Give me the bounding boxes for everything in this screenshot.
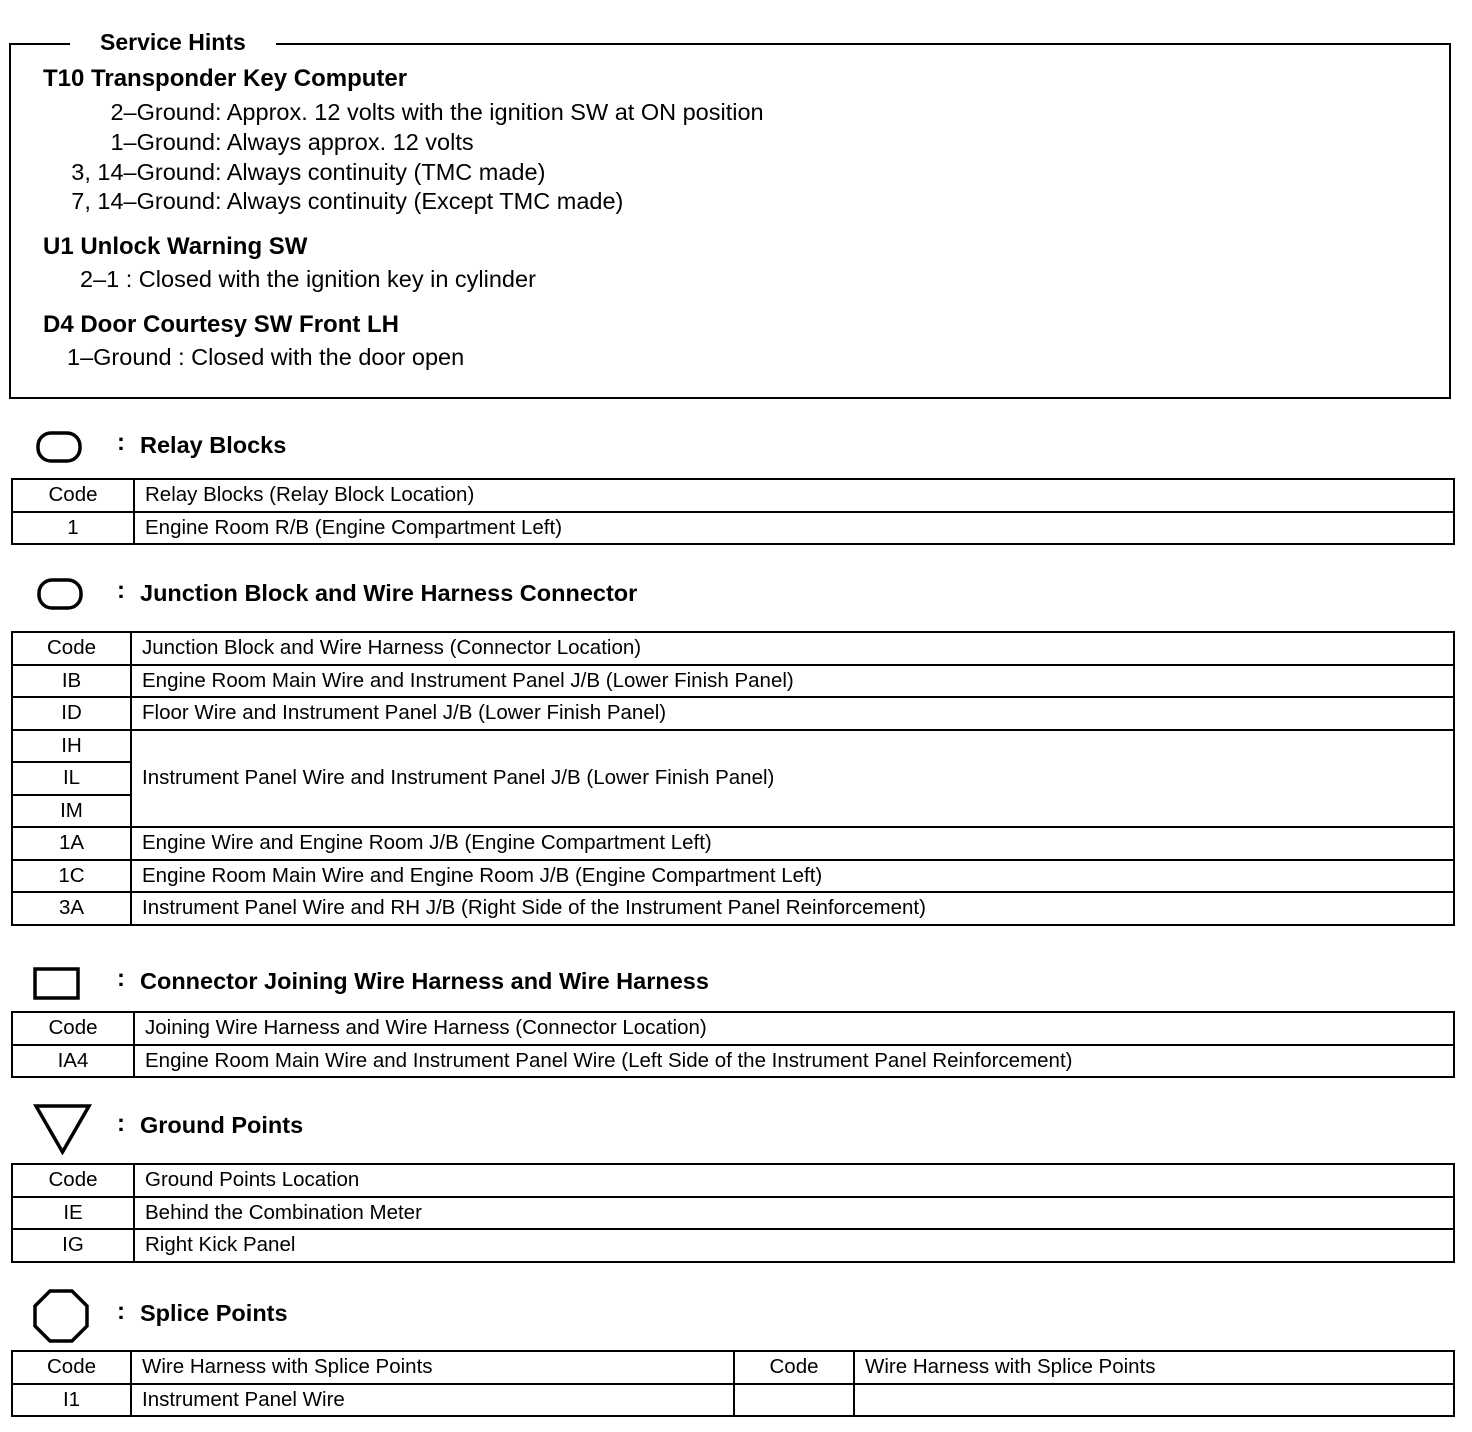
junction-colon: : (117, 577, 125, 604)
t10-pin-4: 7, 14–Ground (71, 188, 215, 214)
table-row (12, 1229, 1454, 1262)
table-row (12, 512, 1454, 545)
code-header-2: Code (734, 1351, 854, 1384)
table-row (12, 1197, 1454, 1230)
desc-cell: Right Kick Panel (134, 1229, 1454, 1262)
table-row (12, 730, 1454, 763)
ground-points-colon: : (117, 1110, 125, 1137)
connector-joining-table (11, 1011, 1455, 1078)
code-cell-2 (734, 1384, 854, 1417)
u1-pin: 2–1 (80, 266, 120, 292)
connector-joining-title: Connector Joining Wire Harness and Wire Harness (140, 968, 709, 994)
relay-blocks-table (11, 478, 1455, 545)
connector-joining-colon: : (117, 965, 125, 992)
u1-heading: U1 Unlock Warning SW (43, 233, 308, 260)
t10-pin-1: 2–Ground (110, 99, 215, 125)
t10-hint-line-1 (40, 98, 764, 126)
desc-header-2: Wire Harness with Splice Points (854, 1351, 1454, 1384)
code-cell: IA4 (12, 1045, 134, 1078)
ground-points-title: Ground Points (140, 1112, 304, 1138)
desc-cell: Instrument Panel Wire and Instrument Panel J/B (Lower Finish Panel) (131, 730, 1454, 828)
table-row (12, 697, 1454, 730)
desc-cell: Instrument Panel Wire (131, 1384, 734, 1417)
d4-pin: 1–Ground (67, 344, 172, 370)
code-cell: IM (12, 795, 131, 828)
desc-header: Relay Blocks (Relay Block Location) (134, 479, 1454, 512)
code-cell: IH (12, 730, 131, 763)
triangle-down-icon (33, 1103, 93, 1155)
d4-hint-line (67, 343, 464, 371)
t10-hint-line-3 (40, 158, 545, 186)
table-header-row (12, 1012, 1454, 1045)
table-row (12, 827, 1454, 860)
t10-hint-line-2 (40, 128, 474, 156)
code-header: Code (12, 1012, 134, 1045)
service-hints-title: Service Hints (70, 28, 276, 56)
t10-text-1: : Approx. 12 volts with the ignition SW at ON position (215, 99, 764, 125)
rounded-rectangle-icon (37, 578, 85, 612)
d4-heading: D4 Door Courtesy SW Front LH (43, 311, 400, 338)
desc-cell: Engine Wire and Engine Room J/B (Engine Compartment Left) (131, 827, 1454, 860)
code-cell: IG (12, 1229, 134, 1262)
splice-points-colon: : (117, 1298, 125, 1325)
ground-points-table (11, 1163, 1455, 1263)
desc-cell: Engine Room Main Wire and Instrument Panel Wire (Left Side of the Instrument Panel Reinforcement) (134, 1045, 1454, 1078)
table-row (12, 1045, 1454, 1078)
t10-hint-line-4 (40, 187, 623, 215)
rectangle-icon (33, 967, 81, 1001)
u1-hint-line (80, 265, 536, 293)
desc-cell: Instrument Panel Wire and RH J/B (Right Side of the Instrument Panel Reinforcement) (131, 892, 1454, 925)
t10-pin-3: 3, 14–Ground (71, 159, 215, 185)
desc-cell: Floor Wire and Instrument Panel J/B (Lower Finish Panel) (131, 697, 1454, 730)
desc-header: Junction Block and Wire Harness (Connector Location) (131, 632, 1454, 665)
table-row (12, 665, 1454, 698)
splice-points-title: Splice Points (140, 1300, 288, 1326)
table-row (12, 1384, 1454, 1417)
code-header: Code (12, 479, 134, 512)
t10-text-3: : Always continuity (TMC made) (215, 159, 546, 185)
t10-pin-2: 1–Ground (110, 129, 215, 155)
code-cell: ID (12, 697, 131, 730)
code-cell: I1 (12, 1384, 131, 1417)
t10-text-4: : Always continuity (Except TMC made) (215, 188, 624, 214)
rounded-rectangle-icon (36, 431, 84, 465)
t10-text-2: : Always approx. 12 volts (215, 129, 474, 155)
table-row (12, 892, 1454, 925)
table-row (12, 860, 1454, 893)
table-header-row (12, 632, 1454, 665)
desc-cell: Behind the Combination Meter (134, 1197, 1454, 1230)
desc-cell: Engine Room Main Wire and Instrument Panel J/B (Lower Finish Panel) (131, 665, 1454, 698)
code-cell: IE (12, 1197, 134, 1230)
code-cell: 1 (12, 512, 134, 545)
desc-header: Ground Points Location (134, 1164, 1454, 1197)
junction-table (11, 631, 1455, 926)
junction-title: Junction Block and Wire Harness Connector (140, 580, 638, 606)
table-header-row (12, 1164, 1454, 1197)
u1-text: : Closed with the ignition key in cylinder (125, 266, 536, 292)
code-cell: IB (12, 665, 131, 698)
desc-cell-2 (854, 1384, 1454, 1417)
relay-blocks-title: Relay Blocks (140, 432, 287, 458)
code-header: Code (12, 1164, 134, 1197)
d4-text: : Closed with the door open (178, 344, 465, 370)
desc-header: Joining Wire Harness and Wire Harness (Connector Location) (134, 1012, 1454, 1045)
table-header-row (12, 1351, 1454, 1384)
relay-blocks-colon: : (117, 429, 125, 456)
desc-cell: Engine Room R/B (Engine Compartment Left) (134, 512, 1454, 545)
code-cell: 1C (12, 860, 131, 893)
desc-header: Wire Harness with Splice Points (131, 1351, 734, 1384)
code-header: Code (12, 632, 131, 665)
splice-points-table (11, 1350, 1455, 1417)
code-cell: IL (12, 762, 131, 795)
octagon-icon (32, 1288, 90, 1344)
code-cell: 1A (12, 827, 131, 860)
code-header: Code (12, 1351, 131, 1384)
t10-heading: T10 Transponder Key Computer (43, 65, 408, 92)
desc-cell: Engine Room Main Wire and Engine Room J/B (Engine Compartment Left) (131, 860, 1454, 893)
code-cell: 3A (12, 892, 131, 925)
table-header-row (12, 479, 1454, 512)
